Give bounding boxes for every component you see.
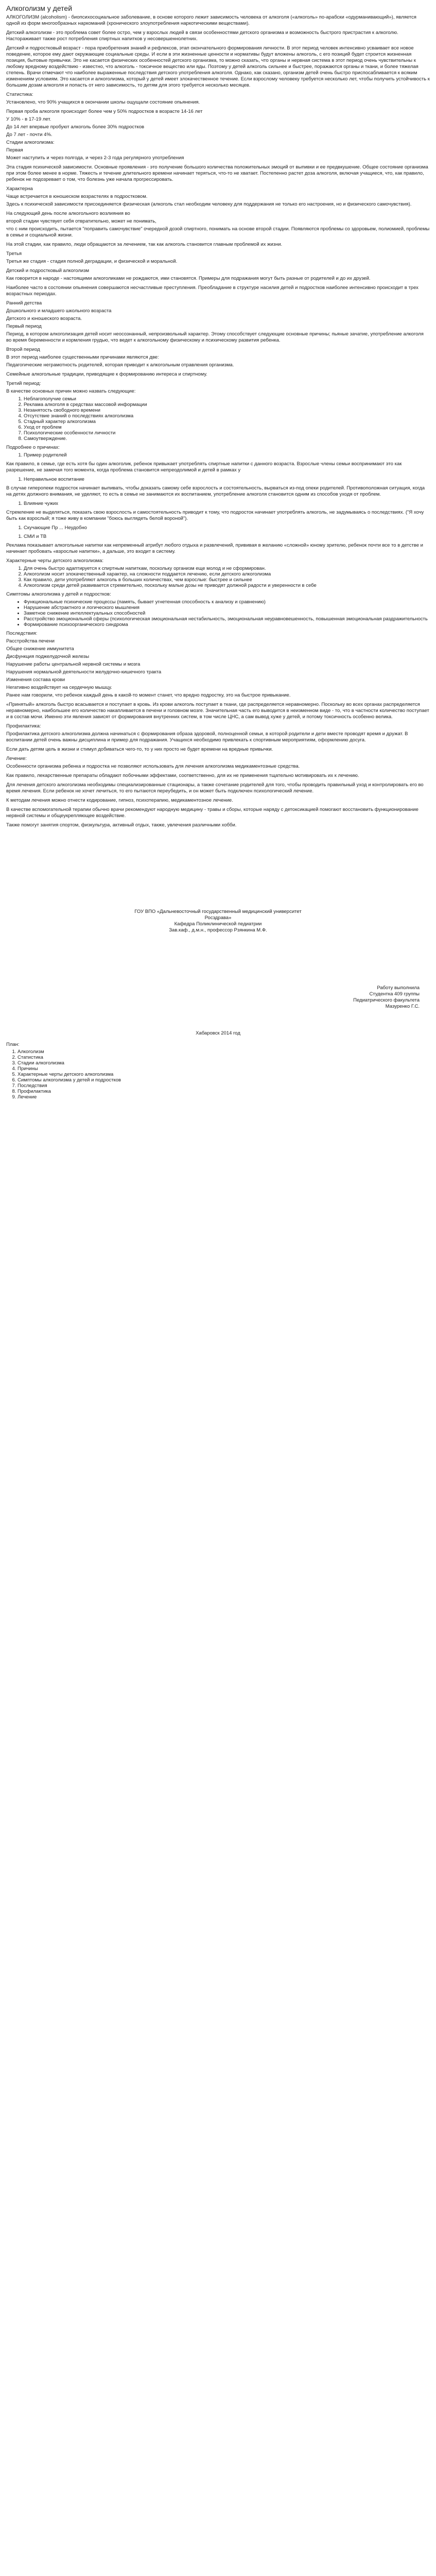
text-line: Первая проба алкоголя происходит более чем у 50% подростков в возрасте 14-16 лет bbox=[6, 109, 203, 114]
numbered-list bbox=[6, 501, 430, 506]
paragraph: Третья же стадия - стадия полной деградации, и физической и моральной. bbox=[6, 259, 178, 264]
text-line: Подробнее о причинах: bbox=[6, 445, 60, 450]
paragraph: Если дать детям цель в жизни и стимул добиваться чего-то, то у них просто не будет времени на вредные привычки. bbox=[6, 747, 273, 752]
paragraph: Реклама показывает алкогольные напитки как непременный атрибут любого отдыха и развлечений, прививая в желанию «сложной» юному зрителю, ребенок почти все то в детстве и начинает пробовать «взрослые напитки», а дальше, это входит в систему. bbox=[6, 543, 423, 554]
list-item: 1. Неблагополучие семьи bbox=[24, 396, 430, 402]
text-line: В этот период наиболее существенными причинами являются две: bbox=[6, 354, 159, 360]
text-line: Ранний детства bbox=[6, 300, 42, 306]
institution-line: ГОУ ВПО «Дальневосточный государственный медицинский университет bbox=[134, 909, 302, 914]
text-line: Детского и юношеского возраста. bbox=[6, 316, 82, 321]
plan-item: 7. Последствия bbox=[18, 1083, 430, 1089]
paragraph: Установлено, что 90% учащихся в окончании школы ощущали состояние опьянения. bbox=[6, 99, 200, 105]
text-line: Детский и подростковый алкоголизм bbox=[6, 268, 89, 274]
text-line: У 10% - в 17-19 лет. bbox=[6, 116, 51, 122]
list-item: 1. Влияние чужих bbox=[24, 501, 430, 506]
plan-item: 2. Статистика bbox=[18, 1055, 430, 1060]
paragraph: Детский и подростковый возраст - пора приобретения знаний и рефлексов, этап окончательного формирования личности. В этот период человек интенсивно усваивает все новое поведение, которое ему дают окружающие социальные среды. И если в эти жизненные ценности и нормативы будут вложены алкоголь, с его позиций будет строится жизненная позиция, бытовые привычки. Это не касается физических особенностей детского организма, то можно сказать, что органы и нервная система в этот период очень чувствительны к любому вредному воздействию - известно, что алкоголь - токсичное вещество или яды. Поэтому у детей алкоголь сильнее и быстрее, поражаются органы и ткани, и более тяжелая степень. Врачи отмечают что наиболее выраженные последствия детского употребления алкоголя. Однако, как сказано, организм детей очень быстро приспосабливается к всяким изменениям условиям. Это касается и алкоголизма, который у детей имеет злокачественное течение. Если взрослому человеку требуется несколько лет, чтобы получить устойчивость к большим дозам алкоголя и попасть от него зависимость, то детям для этого требуется несколько месяцев. bbox=[6, 45, 430, 88]
paragraph: Также помогут занятия спортом, физкультура, активный отдых, также, увлечения различными хобби. bbox=[6, 822, 237, 828]
text-line: Симптомы алкоголизма у детей и подростков: bbox=[6, 591, 111, 597]
paragraph: Профилактика детского алкоголизма должна начинаться с формирования образа здоровой, полноценной семьи, в которой родители и дети вместе проводят время и дружат. В воспитании детей очень важны дисциплина и пример для подражания. Учащихся необходимо привлекать к спортивным мероприятиям, оформлению досуга. bbox=[6, 731, 408, 743]
list-item: 2. Реклама алкоголя в средствах массовой информации bbox=[24, 402, 430, 408]
text-line: Изменения состава крови bbox=[6, 677, 65, 683]
text-line: Третий период: bbox=[6, 381, 41, 386]
plan-item: 8. Профилактика bbox=[18, 1089, 430, 1094]
paragraph: В качестве вспомогательной терапии обычно врачи рекомендуют народную медицину - травы и сборы, которые наряду с детоксикацией помогают восстановить функционирование нервной системы и общеукрепляющее воздействие. bbox=[6, 807, 418, 819]
list-item: 3. Незанятость свободного времени bbox=[24, 408, 430, 413]
list-item: • Формирование психоорганического синдрома bbox=[24, 622, 430, 628]
paragraph: Детский алкоголизм - это проблема совет более остро, чем у взрослых людей в связи особенностями детского организма и возможность быстрого пристрастия к алкоголю. Настораживает также рост потребления спиртных напитков у несовершеннолетних. bbox=[6, 30, 398, 42]
paragraph: Период, в котором алкоголизация детей носит неосознанный, непроизвольный характер. Этому способствует следующие основные причины; пьяные зачатие, употребление алкоголя во время беременности и кормления грудью, что ведет к алкогольному физическому и психическому развития ребенка. bbox=[6, 331, 424, 343]
text-line: Второй период bbox=[6, 347, 40, 352]
text-line: Нарушение работы центральной нервной системы и мозга bbox=[6, 662, 141, 667]
text-line: Нарушения нормальной деятельности желудочно-кишечного тракта bbox=[6, 669, 162, 675]
paragraph: Как говорится в народе - настоящими алкоголиками не рождаются, ими становятся. Примеры для подражания могут быть разные от родителей и до их друзей. bbox=[6, 276, 371, 281]
institution-line: Зав.каф., д.м.н., профессор Рзянкина М.Ф. bbox=[169, 927, 267, 933]
paragraph: Педагогические неграмотность родителей, которая приводит к алкогольным отравления организма. bbox=[6, 362, 234, 368]
list-item: 8. Самоутверждение. bbox=[24, 436, 430, 442]
spacer bbox=[6, 1010, 430, 1030]
list-item: • Заметное снижение интеллектуальных способностей bbox=[24, 611, 430, 616]
author-line: Педиатрического факультета bbox=[353, 997, 420, 1003]
paragraph: Эта стадия психической зависимости. Основные проявления - это получение большого количества положительных эмоций от выпивки и ее предвкушение. Общее состояние организма при этом более менее в норме. Тяжесть и течение длительного времени начинает теряться, что-то не хватает. Постепенно растет доза алкоголя, включая учащиеся, что, как правило, ребенок не подозревает о том, что болезнь уже начала прогрессировать. bbox=[6, 164, 428, 182]
text-line: Первый период bbox=[6, 324, 42, 329]
spacer bbox=[6, 832, 430, 909]
plan-list bbox=[6, 1049, 430, 1100]
plan-item: 9. Лечение bbox=[18, 1094, 430, 1100]
bulleted-list bbox=[6, 599, 430, 628]
paragraph: На этой стадии, как правило, люди обращаются за лечением, так как алкоголь становится главным проблемой их жизни. bbox=[6, 242, 283, 247]
list-item: 4. Отсутствие знаний о последствиях алкоголизма bbox=[24, 413, 430, 419]
numbered-list bbox=[6, 534, 430, 539]
list-item: 3. Как правило, дети употребляют алкоголь в больших количествах, чем взрослые: быстрее и сильнее bbox=[24, 577, 430, 583]
numbered-list bbox=[6, 396, 430, 442]
paragraph: Здесь к психической зависимости присоединяется физическая (алкоголь стал необходим человеку для поддержания не только его настроения, но и физического самочувствия). bbox=[6, 201, 412, 207]
city-year: Хабаровск 2014 год bbox=[196, 1030, 240, 1036]
list-item: 4. Алкоголизм среди детей развивается стремительно, поскольку малые дозы не приводят должной радости и уверенности в себе bbox=[24, 583, 430, 588]
text-line: Статистика: bbox=[6, 92, 33, 97]
text-line: Дошкольного и младшего школьного возраста bbox=[6, 308, 112, 314]
text-line: В качестве основных причин можно назвать следующие: bbox=[6, 388, 136, 394]
paragraph: Как правило, лекарственные препараты обладают побочными эффектами, соответственно, для их не применения тщательно мотивировать их к лечению. bbox=[6, 773, 359, 778]
list-item: • Нарушение абстрактного и логического мышления bbox=[24, 605, 430, 611]
plan-item: 4. Причины bbox=[18, 1066, 430, 1072]
paragraph: В случае гиперопеки подросток начинает выпивать, чтобы доказать самому себе взрослость и состоятельность, вырваться из-под опеки родителей. Противоположная ситуация, когда на детях должного внимания, не уделяют, то есть в семье не занимаются их воспитанием, употребление алкоголя становится одним из способов уходя от проблем. bbox=[6, 485, 425, 497]
text-line: Третья bbox=[6, 251, 22, 257]
text-line: На следующий день после алкогольного возлияния во bbox=[6, 211, 130, 216]
text-line: второй стадии чувствует себя отвратительно, может не понимать, bbox=[6, 218, 156, 224]
paragraph: АЛКОГОЛИЗМ (alcoholism) - биопсихосоциальное заболевание, в основе которого лежит зависимость человека от алкоголя («алкоголь» по-арабски «одурманивающий»), является одной из форм многообразных наркоманий (хронического злоупотребления наркотическими веществами). bbox=[6, 14, 416, 26]
text-line: Последствия: bbox=[6, 631, 38, 636]
text-line: Стадии алкоголизма: bbox=[6, 140, 55, 145]
plan-item: 6. Симптомы алкоголизма у детей и подростков bbox=[18, 1077, 430, 1083]
author-block bbox=[6, 985, 430, 1010]
document-body bbox=[6, 14, 430, 828]
spacer bbox=[6, 934, 430, 985]
list-item: 1. Неправильное воспитание bbox=[24, 477, 430, 482]
text-line: До 7 лет - почти 4%. bbox=[6, 132, 53, 138]
paragraph: Особенности организма ребенка и подростка не позволяют использовать для лечения алкоголизма медикаментозные средства. bbox=[6, 764, 300, 769]
list-item: 6. Уход от проблем bbox=[24, 425, 430, 430]
plan-item: 3. Стадии алкоголизма bbox=[18, 1060, 430, 1066]
text-line: Общее снижение иммунитета bbox=[6, 646, 74, 652]
numbered-list bbox=[6, 477, 430, 482]
text-line: Характерна bbox=[6, 186, 33, 192]
list-item: 7. Психологические особенности личности bbox=[24, 430, 430, 436]
paragraph: «Принятый» алкоголь быстро всасывается и поступает в кровь. Из крови алкоголь поступает в ткани, где распределяется неравномерно. Поскольку во всех органах распределяется неравномерно, наибольшее его количество накапливается в печени и головном мозге. Значительная часть его выводится в неизменном виде - то, что в частности количество поступает и в состав мочи. Именно эти явления зависят от формирования внутренних систем, в том числе ЦНС, а сам вывод хуже у детей, и потому токсичность особенно велика. bbox=[6, 702, 429, 720]
list-item: • Расстройство эмоциональной сферы (психологическая эмоциональная нестабильность, эмоциональная неуравновешенность, повышенная эмоциональная раздражительность bbox=[24, 616, 430, 622]
paragraph: что с ним происходить, пытается "поправить самочувствие" очередной дозой спиртного, понимать на основе второй стадии. Появляются проблемы со здоровьем, полиомией, проблемы в семье и социальной жизни. bbox=[6, 226, 430, 238]
text-line: Расстройства печени bbox=[6, 638, 55, 644]
text-line: Лечение: bbox=[6, 756, 27, 761]
text-line: Профилактика: bbox=[6, 723, 41, 729]
plan-item: 5. Характерные черты детского алкоголизма bbox=[18, 1072, 430, 1077]
page-title: Алкоголизм у детей bbox=[6, 4, 73, 12]
list-item: 1. Скучающие Пр ... Неудобно bbox=[24, 525, 430, 531]
institution-line: Росздрава» bbox=[204, 915, 232, 921]
list-item: 5. Стадный характер алкоголизма bbox=[24, 419, 430, 425]
author-line: Мазуренко Г.С. bbox=[385, 1004, 420, 1009]
paragraph: Семейные алкогольные традиции, приводящие к формированию интереса и спиртному. bbox=[6, 371, 207, 377]
numbered-list bbox=[6, 566, 430, 588]
text-line: До 14 лет впервые пробуют алкоголь более 30% подростков bbox=[6, 124, 145, 130]
text-line: Чаще встречается в юношеском возрастелях в подростковом. bbox=[6, 194, 148, 199]
numbered-list bbox=[6, 525, 430, 531]
list-item: 1. СМИ и ТВ bbox=[24, 534, 430, 539]
paragraph: Ранее нам говорили, что ребенок каждый день в какой-то момент станет, что вредно подростку, это на быстрое привыкание. bbox=[6, 692, 291, 698]
paragraph: Как правило, в семье, где есть хотя бы один алкоголик, ребенок привыкает употреблять спиртные напитки с данного возраста. Взрослые члены семьи воспринимают это как разрешение, не замечая того момента, когда проблема становится непреодолимой и детей в рамках у bbox=[6, 461, 402, 473]
blank-space bbox=[6, 1100, 430, 1378]
plan-item: 1. Алкоголизм bbox=[18, 1049, 430, 1055]
institution-block bbox=[6, 909, 430, 934]
text-line: Характерные черты детского алкоголизма: bbox=[6, 558, 103, 564]
paragraph: Наиболее часто в состоянии опьянения совершаются несчастливые преступления. Преобладание в структуре насилия детей и подростков наиболее интенсивно происходит в трех возрастных периодах. bbox=[6, 285, 418, 297]
plan-title: План: bbox=[6, 1042, 20, 1047]
list-item: 1. Для очень быстро адаптируется к спиртным напиткам, поскольку организм еще молод и не сформирован. bbox=[24, 566, 430, 571]
institution-line: Кафедра Поликлинической педиатрии bbox=[174, 921, 262, 927]
text-line: Негативно воздействует на сердечную мышцу. bbox=[6, 685, 112, 690]
list-item: • Функциональные психические процессы (память, бывает угнетенная способность к анализу и сравнению) bbox=[24, 599, 430, 605]
paragraph: Может наступить и через полгода, и через 2-3 года регулярного употребления bbox=[6, 155, 184, 161]
numbered-list bbox=[6, 452, 430, 458]
list-item: 2. Алкоголизм носит злокачественный характер, на сложности поддается лечению, если детского алкоголизма bbox=[24, 571, 430, 577]
text-line: Первая bbox=[6, 147, 23, 153]
paragraph: Стремление не выделяться, показать свою взрослость и самостоятельность приводит к тому, что подросток начинает употреблять алкоголь, не задумываясь о последствиях. ("Я хочу быть как взрослый; я тоже живу в компании "боюсь выглядеть белой вороной"). bbox=[6, 510, 424, 521]
paragraph: Для лечения детского алкоголизма необходимы специализированные стационары, а также сочетание родителей для того, чтобы проводить правильный уход и контролировать его во время лечения. Если ребенок не хочет лечиться, то его пытаются переубедить, и он может быть подключен психологический лечение. bbox=[6, 782, 424, 794]
list-item: 1. Пример родителей bbox=[24, 452, 430, 458]
author-line: Студентка 409 группы bbox=[369, 991, 420, 997]
author-line: Работу выполнила bbox=[377, 985, 420, 991]
text-line: Дисфункция поджелудочной железы bbox=[6, 654, 90, 659]
paragraph: К методам лечения можно отнести кодирование, гипноз, психотерапию, медикаментозное лечение. bbox=[6, 798, 233, 803]
